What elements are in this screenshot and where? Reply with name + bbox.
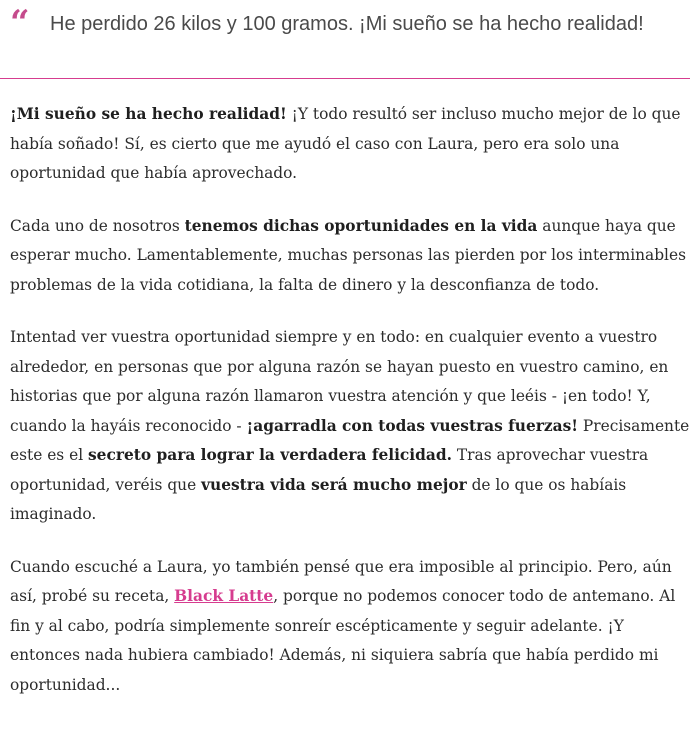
- paragraph-text: Cuando escuché a Laura, yo también pensé que era imposible al principio. Pero, aún así, probé su receta,: [10, 557, 672, 605]
- bold-text: ¡Mi sueño se ha hecho realidad!: [10, 105, 287, 123]
- product-link-black-latte[interactable]: Black Latte: [174, 587, 274, 605]
- quote-mark-icon: “: [10, 3, 30, 43]
- paragraph-1: [10, 100, 692, 189]
- paragraph-2: [10, 212, 692, 301]
- paragraph-text: Precisamente este es el: [10, 416, 690, 464]
- article-body: [10, 100, 692, 723]
- paragraph-text: Intentad ver vuestra oportunidad siempre y en todo: en cualquier evento a vuestro alrededor, en personas que por alguna razón se hayan puesto en vuestro camino, en historias que por alguna razón llamaron vuestra atención y que leéis - ¡en todo! Y, cuando la hayáis reconocido -: [10, 328, 669, 435]
- paragraph-text: aunque haya que esperar mucho. Lamentablemente, muchas personas las pierden por los interminables problemas de la vida cotidiana, la falta de dinero y la desconfianza de todo.: [10, 216, 686, 294]
- paragraph-4: [10, 553, 692, 701]
- bold-text: ¡agarradla con todas vuestras fuerzas!: [246, 416, 579, 435]
- bold-text: secreto para lograr la verdadera felicidad.: [88, 446, 452, 464]
- paragraph-text: Cada uno de nosotros: [10, 216, 185, 235]
- testimonial-quote: [0, 0, 690, 79]
- paragraph-text: Tras aprovechar vuestra oportunidad, veréis que: [10, 446, 649, 494]
- paragraph-text: , porque no podemos conocer todo de antemano. Al fin y al cabo, podría simplemente sonreír escépticamente y seguir adelante. ¡Y entonces nada hubiera cambiado! Además, ni siquiera sabría que había perdido mi oportunidad...: [10, 587, 676, 694]
- quote-text: He perdido 26 kilos y 100 gramos. ¡Mi sueño se ha hecho realidad!: [50, 13, 644, 35]
- bold-text: vuestra vida será mucho mejor: [201, 475, 467, 494]
- paragraph-3: [10, 323, 692, 530]
- bold-text: tenemos dichas oportunidades en la vida: [184, 216, 538, 235]
- paragraph-text: ¡Y todo resultó ser incluso mucho mejor de lo que había soñado! Sí, es cierto que me ayudó el caso con Laura, pero era solo una oportunidad que había aprovechado.: [10, 105, 681, 182]
- paragraph-text: de lo que os habíais imaginado.: [10, 475, 627, 523]
